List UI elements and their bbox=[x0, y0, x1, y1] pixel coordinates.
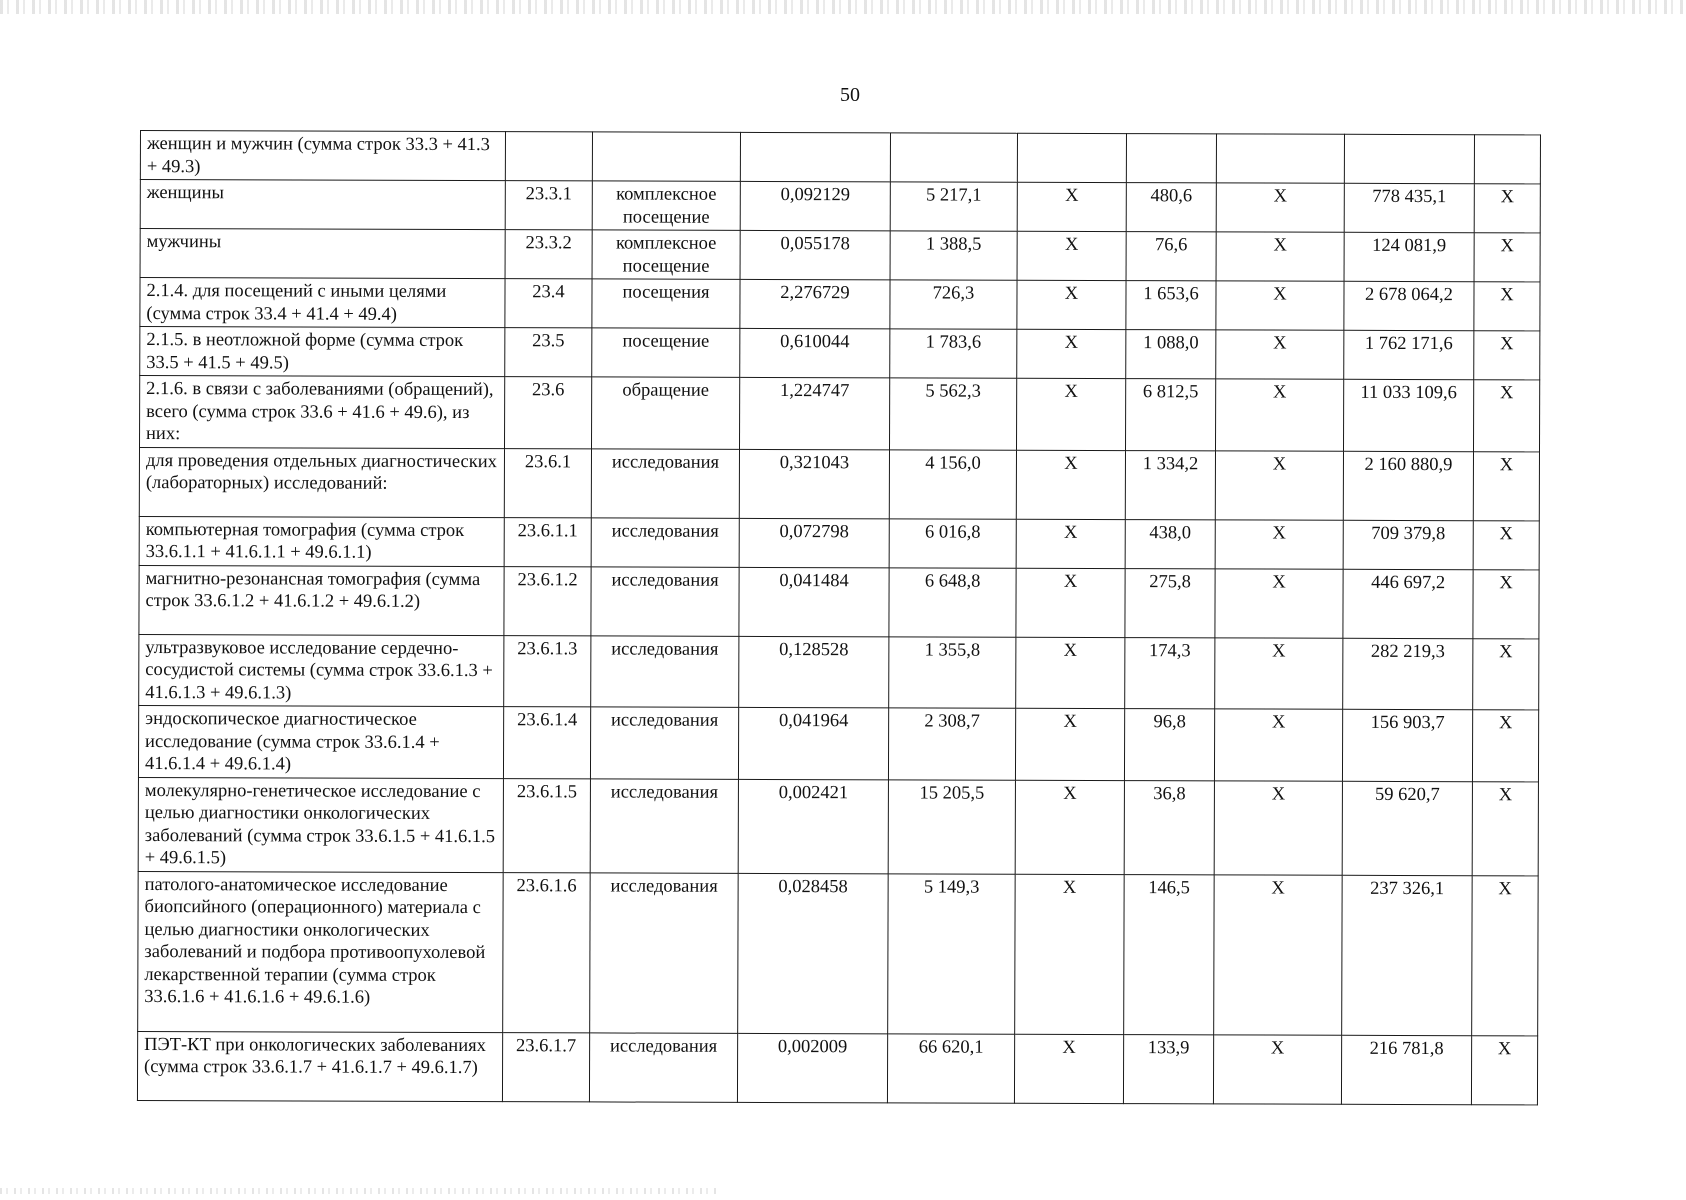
row-unit-cell: исследования bbox=[591, 448, 739, 517]
row-value-4-cell: 6 812,5 bbox=[1125, 379, 1215, 451]
row-unit-cell: исследования bbox=[590, 778, 738, 872]
row-value-7-cell: X bbox=[1473, 380, 1539, 452]
row-value-3-cell: X bbox=[1017, 329, 1126, 378]
row-value-2-cell: 66 620,1 bbox=[887, 1033, 1014, 1102]
row-value-5-cell: X bbox=[1215, 568, 1343, 637]
row-value-6-cell: 237 326,1 bbox=[1342, 875, 1473, 1035]
table-row bbox=[140, 376, 1540, 452]
row-value-6-cell: 2 678 064,2 bbox=[1344, 281, 1474, 330]
row-value-3-cell: X bbox=[1016, 568, 1125, 637]
row-name-cell: женщин и мужчин (сумма строк 33.3 + 41.3 + 49.3) bbox=[140, 131, 505, 181]
row-value-4-cell: 275,8 bbox=[1125, 568, 1215, 637]
row-value-2-cell: 6 016,8 bbox=[889, 518, 1016, 567]
scan-noise-top bbox=[0, 0, 1686, 14]
row-unit-cell bbox=[592, 132, 740, 181]
row-value-2-cell: 5 149,3 bbox=[888, 873, 1016, 1033]
row-value-5-cell: X bbox=[1215, 637, 1343, 709]
row-code-cell: 23.6.1.6 bbox=[503, 872, 591, 1032]
row-value-6-cell bbox=[1344, 134, 1474, 183]
data-table bbox=[137, 130, 1541, 1105]
table-body bbox=[137, 131, 1540, 1105]
row-unit-cell: обращение bbox=[592, 377, 740, 449]
row-value-3-cell: X bbox=[1017, 182, 1126, 231]
row-value-4-cell: 480,6 bbox=[1126, 183, 1216, 232]
row-value-7-cell bbox=[1474, 135, 1540, 184]
row-value-7-cell: X bbox=[1473, 451, 1539, 520]
table-row bbox=[140, 180, 1540, 233]
row-value-5-cell: X bbox=[1216, 183, 1344, 232]
row-value-6-cell: 11 033 109,6 bbox=[1343, 379, 1473, 451]
row-value-1-cell: 0,321043 bbox=[739, 449, 889, 518]
row-value-6-cell: 446 697,2 bbox=[1343, 569, 1473, 638]
row-value-6-cell: 709 379,8 bbox=[1343, 520, 1473, 569]
row-value-5-cell: X bbox=[1214, 874, 1343, 1034]
row-name-cell: 2.1.6. в связи с заболеваниями (обращений), всего (сумма строк 33.6 + 41.6 + 49.6), из них: bbox=[140, 376, 505, 449]
row-unit-cell: посещения bbox=[592, 279, 740, 328]
row-value-4-cell bbox=[1126, 134, 1216, 183]
row-value-4-cell: 1 653,6 bbox=[1126, 281, 1216, 330]
row-value-4-cell: 36,8 bbox=[1124, 780, 1214, 874]
row-code-cell: 23.6.1.1 bbox=[504, 517, 591, 566]
table-row bbox=[139, 565, 1539, 638]
row-value-3-cell: X bbox=[1016, 378, 1125, 450]
row-value-6-cell: 59 620,7 bbox=[1342, 781, 1472, 875]
row-value-6-cell: 216 781,8 bbox=[1341, 1035, 1471, 1104]
row-value-4-cell: 76,6 bbox=[1126, 232, 1216, 281]
row-value-4-cell: 174,3 bbox=[1125, 637, 1215, 709]
row-name-cell: ПЭТ-КТ при онкологических заболеваниях (сумма строк 33.6.1.7 + 41.6.1.7 + 49.6.1.7) bbox=[137, 1031, 502, 1101]
row-unit-cell: исследования bbox=[591, 517, 739, 566]
row-name-cell: магнитно-резонансная томография (сумма строк 33.6.1.2 + 41.6.1.2 + 49.6.1.2) bbox=[139, 565, 504, 635]
row-unit-cell: комплексное посещение bbox=[592, 230, 740, 279]
row-value-6-cell: 156 903,7 bbox=[1342, 709, 1472, 781]
row-value-6-cell: 124 081,9 bbox=[1344, 232, 1474, 281]
row-name-cell: женщины bbox=[140, 180, 505, 230]
row-value-1-cell: 0,041484 bbox=[739, 567, 889, 636]
row-value-2-cell: 15 205,5 bbox=[888, 779, 1015, 873]
row-value-1-cell: 0,002009 bbox=[737, 1033, 887, 1102]
row-value-7-cell: X bbox=[1474, 233, 1540, 282]
page-number: 50 bbox=[840, 84, 860, 106]
row-value-2-cell: 1 783,6 bbox=[890, 329, 1017, 378]
table-row bbox=[139, 516, 1539, 569]
table-row bbox=[138, 871, 1538, 1035]
row-value-3-cell: X bbox=[1016, 519, 1125, 568]
row-value-2-cell: 2 308,7 bbox=[888, 708, 1015, 780]
row-value-7-cell: X bbox=[1473, 569, 1539, 638]
row-value-7-cell: X bbox=[1474, 184, 1540, 233]
row-value-7-cell: X bbox=[1472, 875, 1539, 1035]
row-value-4-cell: 1 088,0 bbox=[1126, 330, 1216, 379]
row-name-cell: мужчины bbox=[140, 229, 505, 279]
row-value-1-cell bbox=[740, 132, 890, 181]
row-value-5-cell bbox=[1216, 134, 1344, 183]
row-value-1-cell: 2,276729 bbox=[740, 279, 890, 328]
row-value-5-cell: X bbox=[1215, 379, 1343, 451]
row-value-6-cell: 2 160 880,9 bbox=[1343, 451, 1473, 520]
row-value-2-cell: 726,3 bbox=[890, 280, 1017, 329]
row-unit-cell: посещение bbox=[592, 328, 740, 377]
row-value-5-cell: X bbox=[1214, 780, 1342, 874]
row-value-6-cell: 778 435,1 bbox=[1344, 183, 1474, 232]
row-name-cell: компьютерная томография (сумма строк 33.6.1.1 + 41.6.1.1 + 49.6.1.1) bbox=[139, 516, 504, 566]
row-value-6-cell: 282 219,3 bbox=[1343, 638, 1473, 710]
table-row bbox=[140, 278, 1540, 331]
row-value-5-cell: X bbox=[1215, 519, 1343, 568]
table-row bbox=[140, 229, 1540, 282]
row-value-5-cell: X bbox=[1214, 709, 1342, 781]
row-name-cell: 2.1.5. в неотложной форме (сумма строк 33.5 + 41.5 + 49.5) bbox=[140, 327, 505, 377]
row-value-4-cell: 96,8 bbox=[1124, 709, 1214, 781]
row-value-1-cell: 0,055178 bbox=[740, 230, 890, 279]
row-unit-cell: исследования bbox=[591, 566, 739, 635]
row-value-1-cell: 0,002421 bbox=[738, 779, 888, 873]
table-row bbox=[139, 447, 1539, 520]
row-value-2-cell: 5 562,3 bbox=[890, 378, 1017, 450]
row-value-5-cell: X bbox=[1216, 281, 1344, 330]
row-name-cell: 2.1.4. для посещений с иными целями (сумма строк 33.4 + 41.4 + 49.4) bbox=[140, 278, 505, 328]
row-value-3-cell: X bbox=[1014, 1034, 1123, 1103]
table-row bbox=[139, 634, 1539, 710]
row-value-7-cell: X bbox=[1472, 781, 1538, 875]
table-row bbox=[140, 131, 1540, 184]
row-name-cell: патолого-анатомическое исследование биопсийного (операционного) материала с целью диагностики онкологических заболеваний и подбора противоопухолевой лекарственной терапии (сумма строк 33.6.1.6 + 41.6.1.6 + 49.6.1.6) bbox=[138, 871, 504, 1032]
row-unit-cell: исследования bbox=[590, 707, 738, 779]
scan-noise-bottom bbox=[0, 1188, 720, 1194]
row-value-3-cell: X bbox=[1015, 874, 1125, 1034]
row-code-cell bbox=[505, 132, 592, 181]
row-value-1-cell: 1,224747 bbox=[740, 377, 890, 449]
row-value-3-cell: X bbox=[1015, 780, 1124, 874]
row-value-4-cell: 438,0 bbox=[1125, 519, 1215, 568]
row-value-1-cell: 0,072798 bbox=[739, 518, 889, 567]
row-value-3-cell: X bbox=[1015, 708, 1124, 780]
row-value-7-cell: X bbox=[1473, 638, 1539, 710]
row-value-4-cell: 146,5 bbox=[1124, 874, 1215, 1034]
row-value-5-cell: X bbox=[1216, 330, 1344, 379]
row-unit-cell: комплексное посещение bbox=[592, 181, 740, 230]
row-value-2-cell: 4 156,0 bbox=[889, 449, 1016, 518]
row-code-cell: 23.6.1.5 bbox=[503, 778, 590, 872]
row-code-cell: 23.3.1 bbox=[505, 181, 592, 230]
row-unit-cell: исследования bbox=[589, 1032, 737, 1101]
row-value-7-cell: X bbox=[1471, 1035, 1537, 1104]
row-unit-cell: исследования bbox=[591, 635, 739, 707]
row-code-cell: 23.5 bbox=[505, 328, 592, 377]
row-name-cell: для проведения отдельных диагностических (лабораторных) исследований: bbox=[139, 447, 504, 517]
row-value-1-cell: 0,092129 bbox=[740, 181, 890, 230]
row-code-cell: 23.6.1.7 bbox=[502, 1032, 589, 1101]
row-code-cell: 23.6.1.2 bbox=[504, 566, 591, 635]
row-value-5-cell: X bbox=[1216, 232, 1344, 281]
row-value-3-cell: X bbox=[1017, 231, 1126, 280]
row-value-1-cell: 0,610044 bbox=[740, 328, 890, 377]
row-name-cell: молекулярно-генетическое исследование с целью диагностики онкологических заболеваний (сумма строк 33.6.1.5 + 41.6.1.5 + 49.6.1.5) bbox=[138, 777, 503, 872]
row-value-5-cell: X bbox=[1215, 450, 1343, 519]
row-value-2-cell: 5 217,1 bbox=[890, 182, 1017, 231]
row-code-cell: 23.6.1.4 bbox=[503, 707, 590, 779]
row-value-3-cell: X bbox=[1016, 637, 1125, 709]
row-value-3-cell bbox=[1017, 133, 1126, 182]
row-value-1-cell: 0,128528 bbox=[739, 636, 889, 708]
row-value-4-cell: 133,9 bbox=[1123, 1034, 1213, 1103]
row-unit-cell: исследования bbox=[590, 872, 739, 1032]
table-row bbox=[138, 777, 1538, 875]
row-value-2-cell: 1 355,8 bbox=[889, 636, 1016, 708]
row-value-2-cell: 1 388,5 bbox=[890, 231, 1017, 280]
row-value-7-cell: X bbox=[1472, 710, 1538, 782]
row-value-5-cell: X bbox=[1213, 1034, 1341, 1103]
row-value-1-cell: 0,041964 bbox=[738, 707, 888, 779]
row-value-1-cell: 0,028458 bbox=[738, 873, 889, 1033]
row-value-2-cell: 6 648,8 bbox=[889, 567, 1016, 636]
row-value-4-cell: 1 334,2 bbox=[1125, 450, 1215, 519]
row-value-3-cell: X bbox=[1017, 280, 1126, 329]
row-value-7-cell: X bbox=[1474, 331, 1540, 380]
row-value-7-cell: X bbox=[1473, 520, 1539, 569]
row-value-2-cell bbox=[890, 133, 1017, 182]
row-code-cell: 23.6.1.3 bbox=[504, 635, 591, 707]
row-code-cell: 23.6.1 bbox=[504, 448, 591, 517]
row-value-6-cell: 1 762 171,6 bbox=[1344, 330, 1474, 379]
row-value-7-cell: X bbox=[1474, 282, 1540, 331]
table-row bbox=[140, 327, 1540, 380]
row-code-cell: 23.3.2 bbox=[505, 230, 592, 279]
row-code-cell: 23.4 bbox=[505, 279, 592, 328]
row-value-3-cell: X bbox=[1016, 450, 1125, 519]
row-code-cell: 23.6 bbox=[505, 377, 592, 449]
table-row bbox=[137, 1031, 1537, 1104]
table-row bbox=[138, 705, 1538, 781]
row-name-cell: ультразвуковое исследование сердечно-сосудистой системы (сумма строк 33.6.1.3 + 41.6.1.3 + 49.6.1.3) bbox=[139, 634, 504, 707]
row-name-cell: эндоскопическое диагностическое исследование (сумма строк 33.6.1.4 + 41.6.1.4 + 49.6.1.4) bbox=[138, 705, 503, 778]
